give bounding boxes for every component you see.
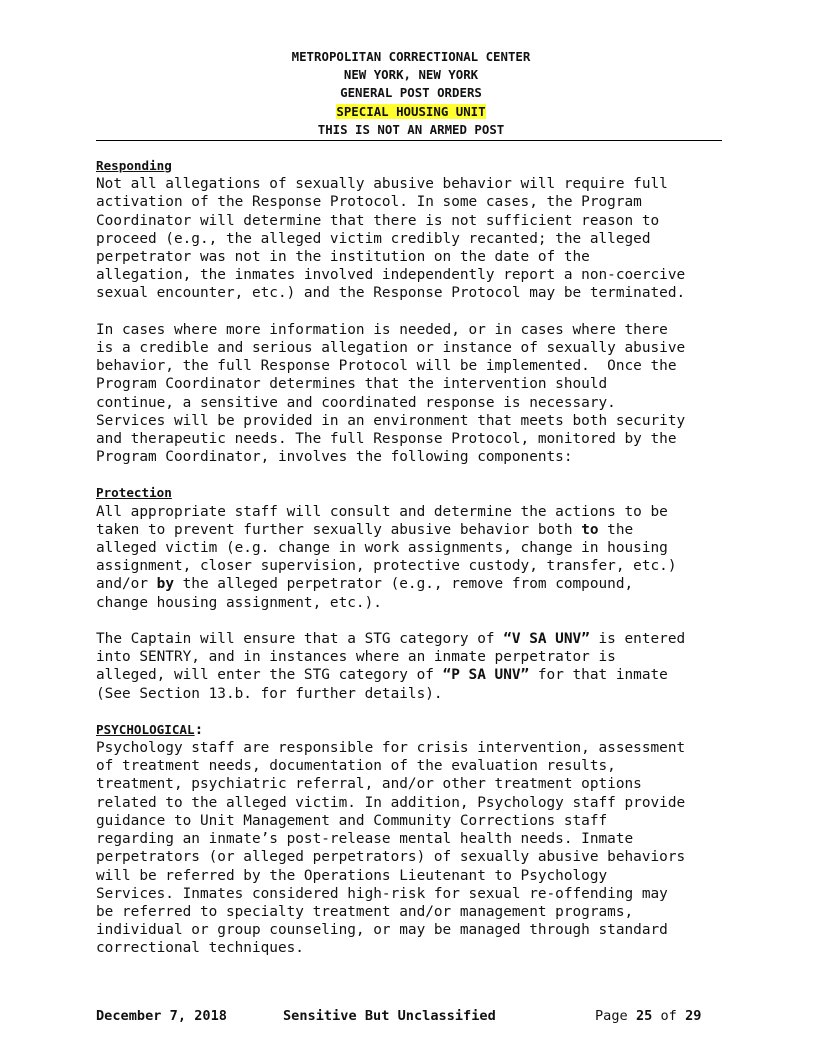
- text-line: be referred to specialty treatment and/or management programs,: [96, 903, 634, 920]
- text-line: activation of the Response Protocol. In some cases, the Program: [96, 194, 642, 211]
- text-run: taken to prevent further sexually abusive behavior both: [96, 521, 582, 538]
- text-line: allegation, the inmates involved independently report a non-coercive: [96, 267, 686, 284]
- section-title: Protection: [96, 485, 172, 501]
- header-orders: GENERAL POST ORDERS: [340, 85, 482, 101]
- text-line: proceed (e.g., the alleged victim credibly recanted; the alleged: [96, 230, 651, 247]
- text-line: related to the alleged victim. In addition, Psychology staff provide: [96, 794, 686, 811]
- page-label: Page: [595, 1008, 628, 1024]
- paragraph: [96, 321, 726, 467]
- footer-classification: Sensitive But Unclassified: [283, 1008, 496, 1024]
- section-psychological: [96, 721, 726, 958]
- text-line: continue, a sensitive and coordinated response is necessary.: [96, 394, 616, 411]
- stg-category-victim: “V SA UNV”: [503, 631, 590, 648]
- header-location: NEW YORK, NEW YORK: [343, 67, 479, 83]
- footer-date: December 7, 2018: [96, 1008, 227, 1024]
- header-unit-highlighted: SPECIAL HOUSING UNIT: [336, 103, 486, 119]
- text-run: is entered: [589, 631, 686, 648]
- page-of-label: of: [660, 1008, 677, 1024]
- text-run: for that inmate: [529, 667, 668, 684]
- text-line: will be referred by the Operations Lieutenant to Psychology: [96, 867, 608, 884]
- text-run: The Captain will ensure that a STG category of: [96, 631, 504, 648]
- text-line: (See Section 13.b. for further details).: [96, 685, 443, 702]
- text-line: behavior, the full Response Protocol will be implemented. Once the: [96, 358, 677, 375]
- text-line: All appropriate staff will consult and determine the actions to be: [96, 503, 668, 520]
- section-protection: [96, 484, 726, 702]
- text-line: change housing assignment, etc.).: [96, 594, 382, 611]
- text-line: treatment, psychiatric referral, and/or other treatment options: [96, 776, 642, 793]
- text-run: the: [598, 521, 634, 538]
- text-line: Coordinator will determine that there is not sufficient reason to: [96, 212, 660, 229]
- paragraph: [96, 175, 726, 302]
- text-line: sexual encounter, etc.) and the Response Protocol may be terminated.: [96, 285, 686, 302]
- text-line: regarding an inmate’s post-release mental health needs. Inmate: [96, 831, 634, 848]
- text-line: correctional techniques.: [96, 940, 304, 957]
- text-line: [96, 630, 726, 648]
- text-line: and therapeutic needs. The full Response Protocol, monitored by the: [96, 431, 677, 448]
- paragraph: [96, 503, 726, 612]
- text-line: Not all allegations of sexually abusive behavior will require full: [96, 176, 668, 193]
- text-line: into SENTRY, and in instances where an inmate perpetrator is: [96, 649, 616, 666]
- document-page: [96, 48, 726, 958]
- text-line: assignment, closer supervision, protective custody, transfer, etc.): [96, 558, 677, 575]
- section-title-colon: :: [194, 721, 204, 738]
- text-line: Program Coordinator, involves the following components:: [96, 449, 573, 466]
- footer-page-number: [595, 1006, 701, 1026]
- text-run: and/or: [96, 576, 157, 593]
- page-current: 25: [635, 1008, 653, 1024]
- header-institution: METROPOLITAN CORRECTIONAL CENTER: [291, 49, 531, 64]
- paragraph: [96, 739, 726, 957]
- text-line: Services. Inmates considered high-risk for sexual re-offending may: [96, 885, 668, 902]
- text-line: perpetrators (or alleged perpetrators) of sexually abusive behaviors: [96, 849, 686, 866]
- text-line: In cases where more information is needed, or in cases where there: [96, 321, 668, 338]
- emphasis-to: to: [581, 521, 599, 538]
- text-line: Services will be provided in an environment that meets both security: [96, 412, 686, 429]
- text-run: the alleged perpetrator (e.g., remove from compound,: [173, 576, 634, 593]
- emphasis-by: by: [156, 576, 174, 593]
- text-line: is a credible and serious allegation or instance of sexually abusive: [96, 340, 686, 357]
- text-line: [96, 575, 726, 593]
- text-run: alleged, will enter the STG category of: [96, 667, 443, 684]
- paragraph: [96, 630, 726, 703]
- header-armed-post: THIS IS NOT AN ARMED POST: [317, 121, 505, 137]
- text-line: Program Coordinator determines that the intervention should: [96, 376, 608, 393]
- section-responding: [96, 157, 726, 466]
- text-line: of treatment needs, documentation of the evaluation results,: [96, 758, 616, 775]
- page-total: 29: [685, 1008, 702, 1024]
- text-line: [96, 666, 726, 684]
- section-title: Responding: [96, 158, 172, 174]
- header-rule: [96, 140, 722, 141]
- section-heading: [96, 721, 726, 739]
- text-line: alleged victim (e.g. change in work assignments, change in housing: [96, 540, 668, 557]
- text-line: perpetrator was not in the institution on the date of the: [96, 249, 590, 266]
- text-line: guidance to Unit Management and Community Corrections staff: [96, 812, 608, 829]
- text-line: Psychology staff are responsible for crisis intervention, assessment: [96, 740, 686, 757]
- text-line: individual or group counseling, or may be managed through standard: [96, 922, 668, 939]
- section-title: PSYCHOLOGICAL: [96, 721, 195, 737]
- text-line: [96, 521, 726, 539]
- stg-category-perpetrator: “P SA UNV”: [442, 667, 530, 684]
- document-header: [96, 48, 726, 139]
